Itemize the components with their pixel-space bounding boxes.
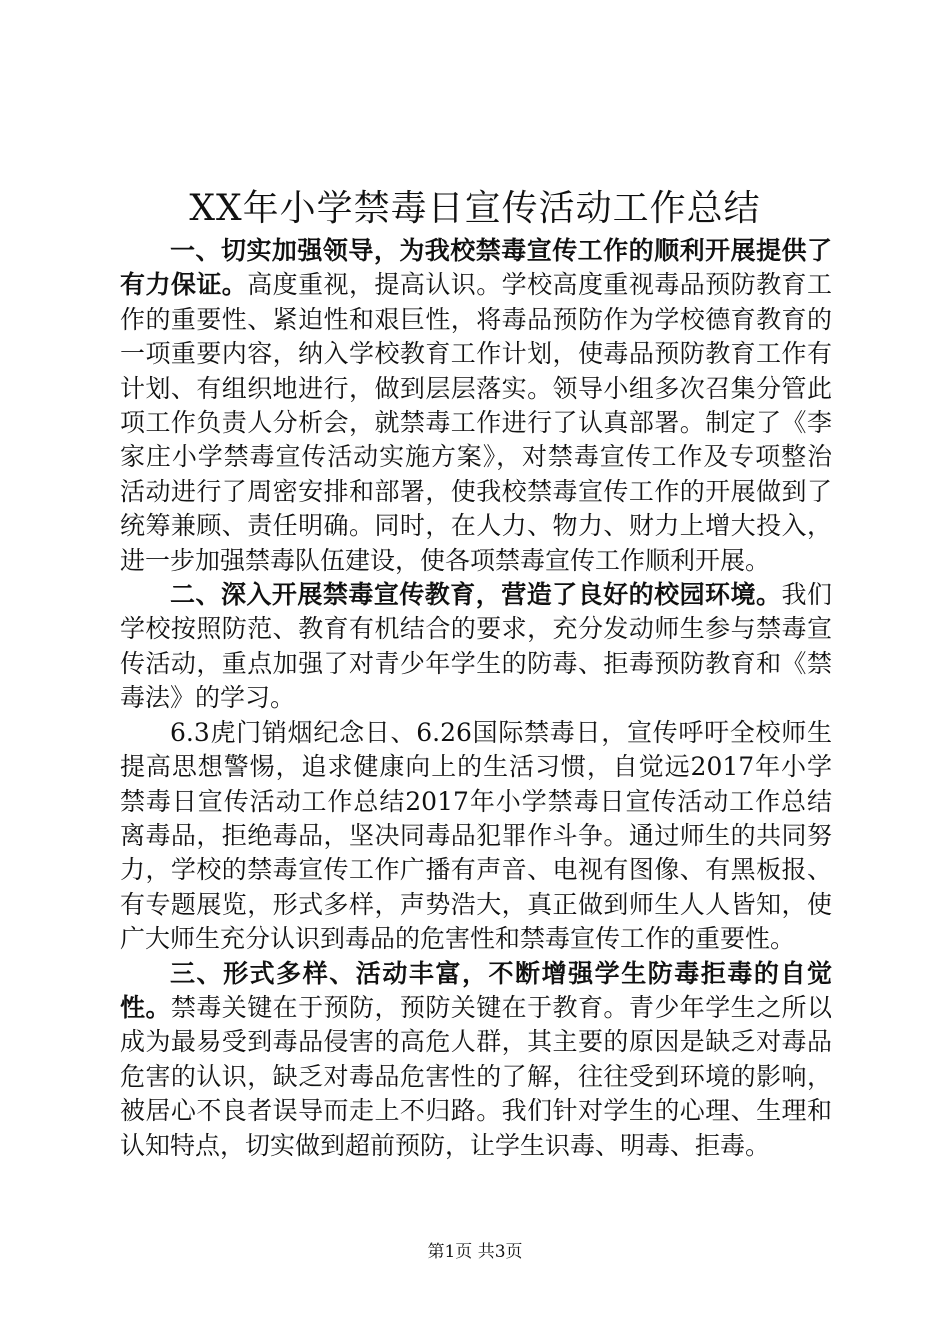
- paragraph-text-2: 我们学校按照防范、教育有机结合的要求，充分发动师生参与禁毒宣传活动，重点加强了对青少年学生的防毒、拒毒预防教育和《禁毒法》的学习。: [120, 580, 832, 713]
- paragraph-3: [120, 716, 832, 957]
- paragraph-1: [120, 234, 832, 578]
- section-heading-1: 一、切实加强领导，为我校禁毒宣传工作的顺利开展提供了有力保证。: [120, 236, 832, 300]
- paragraph-text-4: 禁毒关键在于预防，预防关键在于教育。青少年学生之所以成为最易受到毒品侵害的高危人群，其主要的原因是缺乏对毒品危害的认识，缺乏对毒品危害性的了解，往往受到环境的影响，被居心不良者误导而走上不归路。我们针对学生的心理、生理和认知特点，切实做到超前预防，让学生识毒、明毒、拒毒。: [120, 992, 832, 1160]
- document-title: XX年小学禁毒日宣传活动工作总结: [189, 188, 761, 229]
- document-body: [120, 234, 832, 1163]
- paragraph-2: [120, 578, 832, 716]
- section-heading-2: 二、深入开展禁毒宣传教育，营造了良好的校园环境。: [170, 580, 782, 610]
- paragraph-4: [120, 957, 832, 1163]
- section-heading-3: 三、形式多样、活动丰富，不断增强学生防毒拒毒的自觉性。: [120, 958, 832, 1022]
- page-number-footer: 第1页 共3页: [427, 1242, 523, 1262]
- paragraph-text-1: 高度重视，提高认识。学校高度重视毒品预防教育工作的重要性、紧迫性和艰巨性，将毒品预防作为学校德育教育的一项重要内容，纳入学校教育工作计划，使毒品预防教育工作有计划、有组织地进行，做到层层落实。领导小组多次召集分管此项工作负责人分析会，就禁毒工作进行了认真部署。制定了《李家庄小学禁毒宣传活动实施方案》，对禁毒宣传工作及专项整治活动进行了周密安排和部署，使我校禁毒宣传工作的开展做到了统筹兼顾、责任明确。同时，在人力、物力、财力上增大投入，进一步加强禁毒队伍建设，使各项禁毒宣传工作顺利开展。: [120, 270, 832, 575]
- paragraph-text-3: 6.3虎门销烟纪念日、6.26国际禁毒日，宣传呼吁全校师生提高思想警惕，追求健康向上的生活习惯，自觉远2017年小学禁毒日宣传活动工作总结2017年小学禁毒日宣传活动工作总结离毒品，拒绝毒品，坚决同毒品犯罪作斗争。通过师生的共同努力，学校的禁毒宣传工作广播有声音、电视有图像、有黑板报、有专题展览，形式多样，声势浩大，真正做到师生人人皆知，使广大师生充分认识到毒品的危害性和禁毒宣传工作的重要性。: [120, 717, 832, 954]
